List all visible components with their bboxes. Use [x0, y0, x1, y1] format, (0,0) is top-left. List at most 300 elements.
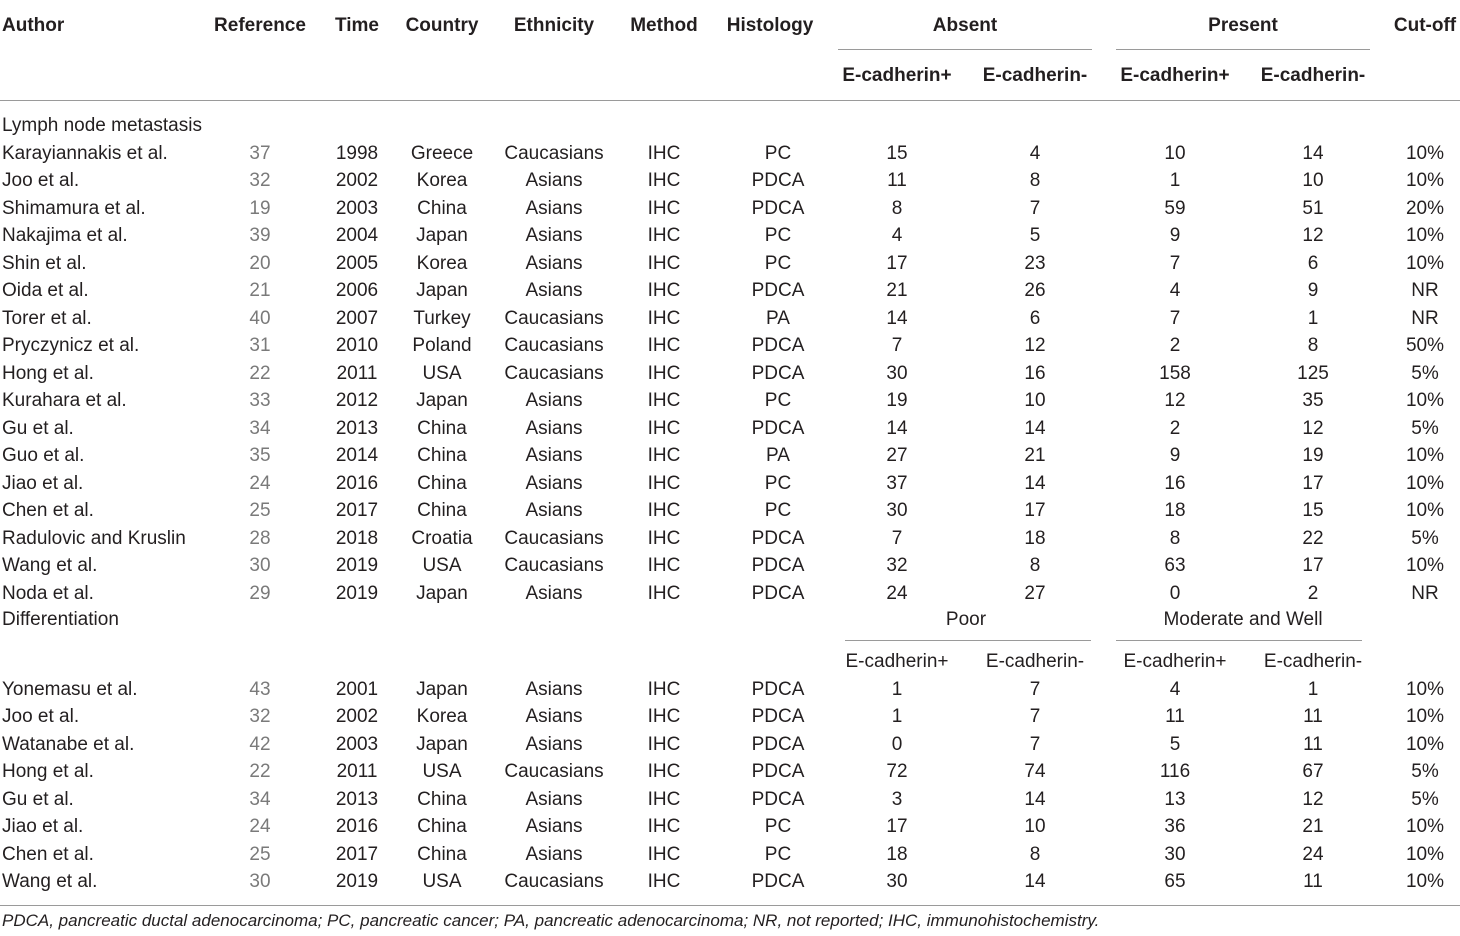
cell-time: 2013	[335, 788, 379, 810]
cell-histology: PC	[764, 225, 792, 246]
cell-ethnicity: Asians	[525, 500, 583, 521]
cell-cutoff: 10%	[1405, 252, 1445, 274]
cell-present-ecad-neg: 8	[1307, 335, 1319, 356]
cell-country: Japan	[416, 582, 468, 604]
cell-histology: PDCA	[751, 678, 805, 700]
cell-method: IHC	[647, 417, 681, 439]
cell-absent-ecad-pos: 19	[886, 390, 908, 411]
cell-time: 2013	[335, 417, 379, 439]
cell-ethnicity: Asians	[525, 197, 583, 219]
cell-reference: 37	[249, 142, 271, 164]
cell-cutoff: 5%	[1411, 788, 1439, 810]
cell-country: China	[417, 445, 467, 466]
cell-reference: 34	[249, 788, 271, 810]
cell-reference: 22	[249, 362, 271, 384]
sub-mw-ecad-neg: E-cadherin-	[1263, 651, 1363, 672]
cell-reference: 32	[249, 706, 271, 727]
header-reference: Reference	[214, 15, 306, 36]
cell-author: Chen et al.	[2, 500, 94, 521]
cell-country: China	[417, 788, 467, 810]
cell-absent-ecad-pos: 72	[886, 761, 908, 782]
cell-method: IHC	[647, 527, 681, 549]
cell-country: Croatia	[411, 527, 473, 549]
cell-method: IHC	[647, 678, 681, 700]
cell-cutoff: 10%	[1405, 706, 1445, 727]
cell-author: Jiao et al.	[2, 816, 84, 837]
cell-absent-ecad-neg: 8	[1029, 843, 1041, 865]
cell-present-ecad-pos: 65	[1164, 871, 1186, 892]
cell-absent-ecad-pos: 30	[886, 362, 908, 384]
cell-method: IHC	[647, 307, 681, 329]
cell-absent-ecad-pos: 30	[886, 871, 908, 892]
cell-absent-ecad-neg: 14	[1024, 417, 1046, 439]
cell-country: Japan	[416, 678, 468, 700]
cell-present-ecad-neg: 125	[1297, 362, 1329, 384]
cell-reference: 19	[249, 197, 271, 219]
cell-absent-ecad-neg: 26	[1024, 280, 1046, 301]
cell-present-ecad-neg: 10	[1302, 170, 1324, 191]
cell-ethnicity: Asians	[525, 445, 583, 466]
cell-method: IHC	[647, 788, 681, 810]
cell-reference: 25	[249, 500, 271, 521]
cell-absent-ecad-pos: 7	[891, 335, 903, 356]
cell-present-ecad-neg: 1	[1307, 678, 1319, 700]
cell-histology: PDCA	[751, 335, 805, 356]
cell-time: 2011	[336, 761, 378, 782]
cell-present-ecad-pos: 116	[1159, 761, 1191, 782]
cell-absent-ecad-pos: 24	[886, 582, 908, 604]
cell-method: IHC	[647, 871, 681, 892]
cell-present-ecad-pos: 7	[1169, 252, 1181, 274]
cell-reference: 29	[249, 582, 271, 604]
cell-present-ecad-pos: 30	[1164, 843, 1186, 865]
cell-absent-ecad-pos: 17	[886, 816, 908, 837]
cell-time: 2017	[335, 500, 379, 521]
cell-ethnicity: Asians	[525, 170, 583, 191]
cell-histology: PDCA	[751, 582, 805, 604]
cell-histology: PDCA	[751, 527, 805, 549]
cell-absent-ecad-neg: 14	[1024, 871, 1046, 892]
cell-time: 2019	[335, 582, 379, 604]
cell-present-ecad-neg: 17	[1302, 472, 1324, 494]
sub-poor-ecad-neg: E-cadherin-	[985, 651, 1085, 672]
cell-ethnicity: Caucasians	[504, 335, 604, 356]
cell-method: IHC	[647, 445, 681, 466]
cell-method: IHC	[647, 843, 681, 865]
cell-author: Torer et al.	[2, 307, 92, 329]
subgroup-poor: Poor	[945, 609, 987, 630]
cell-histology: PDCA	[751, 555, 805, 576]
cell-reference: 25	[249, 843, 271, 865]
header-absent-ecad-neg: E-cadherin-	[982, 65, 1088, 86]
cell-present-ecad-pos: 9	[1169, 445, 1181, 466]
cell-absent-ecad-neg: 7	[1029, 733, 1041, 755]
cell-country: Korea	[416, 170, 468, 191]
cell-country: Korea	[416, 252, 468, 274]
cell-absent-ecad-pos: 0	[891, 733, 903, 755]
header-country: Country	[405, 15, 479, 36]
header-present-ecad-pos: E-cadherin+	[1120, 65, 1230, 86]
cell-cutoff: NR	[1411, 280, 1439, 301]
cell-country: Greece	[410, 142, 474, 164]
cell-ethnicity: Caucasians	[504, 761, 604, 782]
cell-country: USA	[422, 555, 462, 576]
cell-country: USA	[422, 761, 462, 782]
cell-absent-ecad-pos: 7	[891, 527, 903, 549]
cell-method: IHC	[647, 816, 681, 837]
cell-histology: PDCA	[751, 706, 805, 727]
cell-method: IHC	[647, 500, 681, 521]
cell-histology: PC	[764, 500, 792, 521]
cell-author: Wang et al.	[2, 555, 98, 576]
cell-time: 2010	[335, 335, 379, 356]
section-title-lymph: Lymph node metastasis	[2, 115, 202, 136]
cell-author: Shin et al.	[2, 252, 87, 274]
cell-absent-ecad-neg: 74	[1024, 761, 1046, 782]
cell-absent-ecad-neg: 4	[1029, 142, 1041, 164]
cell-cutoff: 10%	[1405, 816, 1445, 837]
cell-country: Japan	[416, 280, 468, 301]
cell-reference: 20	[249, 252, 271, 274]
cell-absent-ecad-neg: 7	[1029, 706, 1041, 727]
cell-present-ecad-neg: 1	[1307, 307, 1319, 329]
cell-absent-ecad-neg: 14	[1024, 788, 1046, 810]
header-bottom-rule	[0, 100, 1460, 101]
cell-cutoff: 10%	[1405, 170, 1445, 191]
cell-cutoff: 10%	[1405, 843, 1445, 865]
cell-method: IHC	[647, 390, 681, 411]
cell-ethnicity: Asians	[525, 390, 583, 411]
cell-present-ecad-neg: 51	[1302, 197, 1324, 219]
cell-histology: PDCA	[751, 280, 805, 301]
cell-author: Gu et al.	[2, 417, 74, 439]
cell-reference: 42	[249, 733, 271, 755]
cell-time: 2002	[335, 706, 379, 727]
cell-country: Poland	[412, 335, 472, 356]
cell-present-ecad-neg: 12	[1302, 225, 1324, 246]
cell-histology: PDCA	[751, 788, 805, 810]
cell-absent-ecad-pos: 4	[891, 225, 903, 246]
cell-present-ecad-pos: 158	[1159, 362, 1191, 384]
cell-time: 2014	[335, 445, 379, 466]
cell-absent-ecad-pos: 1	[891, 678, 903, 700]
cell-present-ecad-pos: 0	[1169, 582, 1181, 604]
header-absent: Absent	[932, 15, 998, 36]
cell-cutoff: 5%	[1411, 362, 1439, 384]
cell-ethnicity: Asians	[525, 843, 583, 865]
cell-histology: PC	[764, 142, 792, 164]
cell-author: Pryczynicz et al.	[2, 335, 140, 356]
cell-reference: 43	[249, 678, 271, 700]
cell-present-ecad-neg: 21	[1302, 816, 1324, 837]
cell-present-ecad-neg: 11	[1303, 706, 1323, 727]
header-method: Method	[630, 15, 698, 36]
cell-absent-ecad-neg: 12	[1024, 335, 1046, 356]
cell-histology: PC	[764, 816, 792, 837]
cell-cutoff: 20%	[1405, 197, 1445, 219]
header-histology: Histology	[726, 15, 814, 36]
cell-absent-ecad-pos: 27	[886, 445, 908, 466]
cell-country: China	[417, 816, 467, 837]
cell-cutoff: 5%	[1411, 527, 1439, 549]
cell-absent-ecad-neg: 14	[1024, 472, 1046, 494]
cell-method: IHC	[647, 335, 681, 356]
cell-histology: PDCA	[751, 417, 805, 439]
header-ethnicity: Ethnicity	[513, 15, 595, 36]
cell-absent-ecad-pos: 32	[886, 555, 908, 576]
cell-histology: PA	[766, 445, 790, 466]
cell-time: 2005	[335, 252, 379, 274]
cell-time: 2019	[335, 555, 379, 576]
cell-author: Noda et al.	[2, 582, 94, 604]
cell-present-ecad-pos: 4	[1169, 280, 1181, 301]
cell-reference: 24	[249, 472, 271, 494]
cell-ethnicity: Asians	[525, 225, 583, 246]
cell-absent-ecad-pos: 17	[886, 252, 908, 274]
cell-absent-ecad-neg: 10	[1024, 390, 1046, 411]
cell-absent-ecad-neg: 7	[1029, 197, 1041, 219]
cell-cutoff: 50%	[1405, 335, 1445, 356]
cell-absent-ecad-pos: 1	[891, 706, 903, 727]
cell-present-ecad-neg: 17	[1302, 555, 1324, 576]
sub-poor-ecad-pos: E-cadherin+	[845, 651, 949, 672]
cell-cutoff: 10%	[1405, 733, 1445, 755]
cell-cutoff: NR	[1411, 307, 1439, 329]
cell-cutoff: 5%	[1411, 761, 1439, 782]
cell-present-ecad-neg: 9	[1307, 280, 1319, 301]
cell-time: 2016	[335, 472, 379, 494]
poor-group-rule	[845, 640, 1091, 641]
cell-ethnicity: Asians	[525, 733, 583, 755]
cell-histology: PA	[766, 307, 790, 329]
cell-reference: 39	[249, 225, 271, 246]
cell-absent-ecad-neg: 5	[1029, 225, 1041, 246]
cell-absent-ecad-pos: 14	[886, 307, 908, 329]
cell-time: 2018	[335, 527, 379, 549]
cell-absent-ecad-neg: 7	[1029, 678, 1041, 700]
cell-method: IHC	[647, 472, 681, 494]
cell-present-ecad-neg: 11	[1303, 733, 1323, 755]
cell-method: IHC	[647, 362, 681, 384]
section-title-differentiation: Differentiation	[2, 609, 119, 630]
cell-ethnicity: Asians	[525, 472, 583, 494]
cell-author: Watanabe et al.	[2, 733, 135, 755]
cell-present-ecad-pos: 9	[1169, 225, 1181, 246]
cell-time: 2011	[336, 362, 378, 384]
cell-author: Shimamura et al.	[2, 197, 146, 219]
cell-absent-ecad-pos: 30	[886, 500, 908, 521]
moderate-group-rule	[1116, 640, 1362, 641]
cell-present-ecad-neg: 19	[1302, 445, 1324, 466]
cell-absent-ecad-pos: 21	[886, 280, 908, 301]
cell-cutoff: 10%	[1405, 871, 1445, 892]
cell-time: 1998	[335, 142, 379, 164]
cell-country: Korea	[416, 706, 468, 727]
cell-absent-ecad-neg: 8	[1029, 555, 1041, 576]
cell-author: Hong et al.	[2, 362, 94, 384]
cell-country: Japan	[416, 225, 468, 246]
cell-cutoff: 10%	[1405, 678, 1445, 700]
cell-present-ecad-pos: 4	[1169, 678, 1181, 700]
header-cutoff: Cut-off	[1393, 15, 1457, 36]
cell-present-ecad-neg: 14	[1302, 142, 1324, 164]
cell-ethnicity: Caucasians	[504, 555, 604, 576]
cell-method: IHC	[647, 761, 681, 782]
cell-absent-ecad-neg: 17	[1024, 500, 1046, 521]
cell-present-ecad-pos: 12	[1164, 390, 1186, 411]
cell-present-ecad-neg: 24	[1302, 843, 1324, 865]
cell-absent-ecad-pos: 18	[886, 843, 908, 865]
cell-cutoff: 10%	[1405, 555, 1445, 576]
cell-cutoff: 10%	[1405, 225, 1445, 246]
cell-author: Karayiannakis et al.	[2, 142, 168, 164]
cell-reference: 31	[249, 335, 271, 356]
cell-ethnicity: Asians	[525, 582, 583, 604]
cell-absent-ecad-pos: 11	[887, 170, 907, 191]
cell-absent-ecad-neg: 10	[1024, 816, 1046, 837]
cell-method: IHC	[647, 142, 681, 164]
cell-time: 2017	[335, 843, 379, 865]
cell-cutoff: 5%	[1411, 417, 1439, 439]
cell-method: IHC	[647, 733, 681, 755]
cell-absent-ecad-neg: 8	[1029, 170, 1041, 191]
cell-country: Japan	[416, 733, 468, 755]
cell-reference: 35	[249, 445, 271, 466]
cell-country: China	[417, 472, 467, 494]
cell-histology: PDCA	[751, 871, 805, 892]
cell-reference: 32	[249, 170, 271, 191]
cell-country: China	[417, 197, 467, 219]
cell-absent-ecad-pos: 14	[886, 417, 908, 439]
cell-present-ecad-pos: 2	[1169, 335, 1181, 356]
cell-time: 2007	[335, 307, 379, 329]
cell-time: 2003	[335, 197, 379, 219]
cell-author: Hong et al.	[2, 761, 94, 782]
cell-time: 2004	[335, 225, 379, 246]
cell-author: Joo et al.	[2, 170, 80, 191]
cell-cutoff: 10%	[1405, 500, 1445, 521]
cell-author: Yonemasu et al.	[2, 678, 138, 700]
cell-histology: PC	[764, 472, 792, 494]
cell-author: Guo et al.	[2, 445, 85, 466]
cell-reference: 28	[249, 527, 271, 549]
cell-present-ecad-neg: 15	[1302, 500, 1324, 521]
sub-mw-ecad-pos: E-cadherin+	[1123, 651, 1227, 672]
cell-reference: 21	[249, 280, 271, 301]
cell-ethnicity: Asians	[525, 417, 583, 439]
cell-country: China	[417, 417, 467, 439]
cell-time: 2001	[335, 678, 379, 700]
cell-absent-ecad-neg: 21	[1024, 445, 1046, 466]
cell-ethnicity: Asians	[525, 788, 583, 810]
cell-time: 2003	[335, 733, 379, 755]
cell-present-ecad-pos: 16	[1164, 472, 1186, 494]
cell-method: IHC	[647, 225, 681, 246]
cell-cutoff: NR	[1411, 582, 1439, 604]
cell-reference: 24	[249, 816, 271, 837]
cell-ethnicity: Caucasians	[504, 871, 604, 892]
cell-absent-ecad-neg: 27	[1024, 582, 1046, 604]
cell-author: Gu et al.	[2, 788, 74, 810]
cell-present-ecad-pos: 7	[1169, 307, 1181, 329]
cell-author: Jiao et al.	[2, 472, 84, 494]
cell-present-ecad-pos: 5	[1169, 733, 1181, 755]
cell-time: 2006	[335, 280, 379, 301]
cell-author: Joo et al.	[2, 706, 80, 727]
cell-reference: 30	[249, 555, 271, 576]
cell-present-ecad-pos: 11	[1165, 706, 1185, 727]
cell-time: 2019	[335, 871, 379, 892]
cell-absent-ecad-pos: 8	[891, 197, 903, 219]
cell-author: Oida et al.	[2, 280, 89, 301]
cell-cutoff: 10%	[1405, 445, 1445, 466]
cell-ethnicity: Caucasians	[504, 307, 604, 329]
cell-present-ecad-pos: 8	[1169, 527, 1181, 549]
cell-time: 2016	[335, 816, 379, 837]
cell-method: IHC	[647, 280, 681, 301]
cell-method: IHC	[647, 706, 681, 727]
cell-histology: PDCA	[751, 170, 805, 191]
cell-present-ecad-pos: 36	[1164, 816, 1186, 837]
cell-cutoff: 10%	[1405, 142, 1445, 164]
cell-histology: PC	[764, 390, 792, 411]
cell-country: Turkey	[413, 307, 471, 329]
header-present-ecad-neg: E-cadherin-	[1260, 65, 1366, 86]
cell-reference: 34	[249, 417, 271, 439]
table-footnote: PDCA, pancreatic ductal adenocarcinoma; PC, pancreatic cancer; PA, pancreatic adenocarcinoma; NR, not reported; IHC, immunohistochemistry.	[2, 911, 1100, 930]
cell-histology: PDCA	[751, 733, 805, 755]
cell-method: IHC	[647, 555, 681, 576]
cell-present-ecad-pos: 1	[1169, 170, 1181, 191]
header-author: Author	[2, 15, 65, 36]
cell-histology: PC	[764, 843, 792, 865]
cell-author: Wang et al.	[2, 871, 98, 892]
cell-present-ecad-neg: 6	[1307, 252, 1319, 274]
cell-absent-ecad-neg: 16	[1024, 362, 1046, 384]
cell-present-ecad-neg: 12	[1302, 788, 1324, 810]
cell-reference: 40	[249, 307, 271, 329]
cell-present-ecad-pos: 2	[1169, 417, 1181, 439]
cell-country: Japan	[416, 390, 468, 411]
cell-present-ecad-pos: 18	[1164, 500, 1186, 521]
header-time: Time	[334, 15, 380, 36]
cell-author: Radulovic and Kruslin	[2, 527, 186, 549]
cell-present-ecad-neg: 11	[1303, 871, 1323, 892]
subgroup-moderate-well: Moderate and Well	[1163, 609, 1323, 630]
cell-present-ecad-neg: 2	[1307, 582, 1319, 604]
cell-time: 2012	[335, 390, 379, 411]
cell-absent-ecad-pos: 3	[891, 788, 903, 810]
cell-author: Kurahara et al.	[2, 390, 127, 411]
cell-present-ecad-pos: 10	[1164, 142, 1186, 164]
cell-ethnicity: Asians	[525, 252, 583, 274]
cell-cutoff: 10%	[1405, 472, 1445, 494]
cell-country: China	[417, 843, 467, 865]
cell-absent-ecad-pos: 37	[886, 472, 908, 494]
cell-present-ecad-pos: 63	[1164, 555, 1186, 576]
cell-ethnicity: Caucasians	[504, 362, 604, 384]
cell-country: China	[417, 500, 467, 521]
present-group-rule	[1116, 49, 1370, 50]
cell-present-ecad-neg: 12	[1302, 417, 1324, 439]
cell-histology: PC	[764, 252, 792, 274]
cell-histology: PDCA	[751, 197, 805, 219]
cell-reference: 22	[249, 761, 271, 782]
header-present: Present	[1208, 15, 1278, 36]
cell-absent-ecad-neg: 18	[1024, 527, 1046, 549]
cell-reference: 33	[249, 390, 271, 411]
cell-present-ecad-neg: 22	[1302, 527, 1324, 549]
